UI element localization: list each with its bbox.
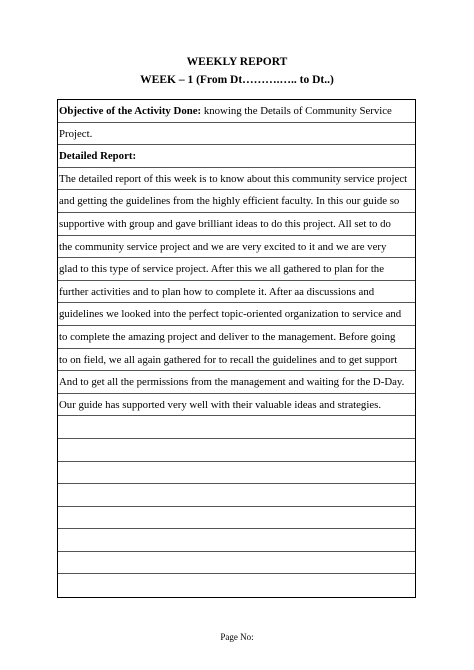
- blank-ruled-line: [58, 484, 415, 507]
- blank-ruled-line: [58, 507, 415, 530]
- page-number-label: Page No:: [220, 632, 254, 642]
- report-line: glad to this type of service project. After this we all gathered to plan for the: [58, 258, 415, 281]
- blank-ruled-line: [58, 574, 415, 597]
- blank-ruled-line: [58, 462, 415, 485]
- objective-text: knowing the Details of Community Service: [201, 105, 392, 117]
- report-line: to complete the amazing project and deliver to the management. Before going: [58, 326, 415, 349]
- objective-row-continued: Project.: [58, 123, 415, 146]
- objective-row: [58, 100, 415, 123]
- report-line: further activities and to plan how to complete it. After aa discussions and: [58, 281, 415, 304]
- report-line: and getting the guidelines from the highly efficient faculty. In this our guide so: [58, 190, 415, 213]
- detailed-report-heading-row: [58, 145, 415, 168]
- report-line: to on field, we all again gathered for to recall the guidelines and to get support: [58, 349, 415, 372]
- report-line: Our guide has supported very well with their valuable ideas and strategies.: [58, 394, 415, 417]
- report-title: WEEKLY REPORT: [186, 56, 288, 68]
- report-line: And to get all the permissions from the management and waiting for the D-Day.: [58, 371, 415, 394]
- blank-ruled-line: [58, 552, 415, 575]
- blank-ruled-line: [58, 529, 415, 552]
- report-line: The detailed report of this week is to know about this community service project: [58, 168, 415, 191]
- report-table: [57, 99, 416, 598]
- blank-ruled-line: [58, 439, 415, 462]
- week-range-heading: WEEK – 1 (From Dt……….….. to Dt..): [140, 74, 334, 86]
- report-line: supportive with group and gave brilliant ideas to do this project. All set to do: [58, 213, 415, 236]
- blank-ruled-line: [58, 416, 415, 439]
- report-line: the community service project and we are very excited to it and we are very: [58, 236, 415, 259]
- objective-label: Objective of the Activity Done:: [59, 105, 202, 117]
- report-line: guidelines we looked into the perfect topic-oriented organization to service and: [58, 303, 415, 326]
- report-lines: [58, 168, 415, 597]
- detailed-report-label: Detailed Report:: [59, 150, 137, 163]
